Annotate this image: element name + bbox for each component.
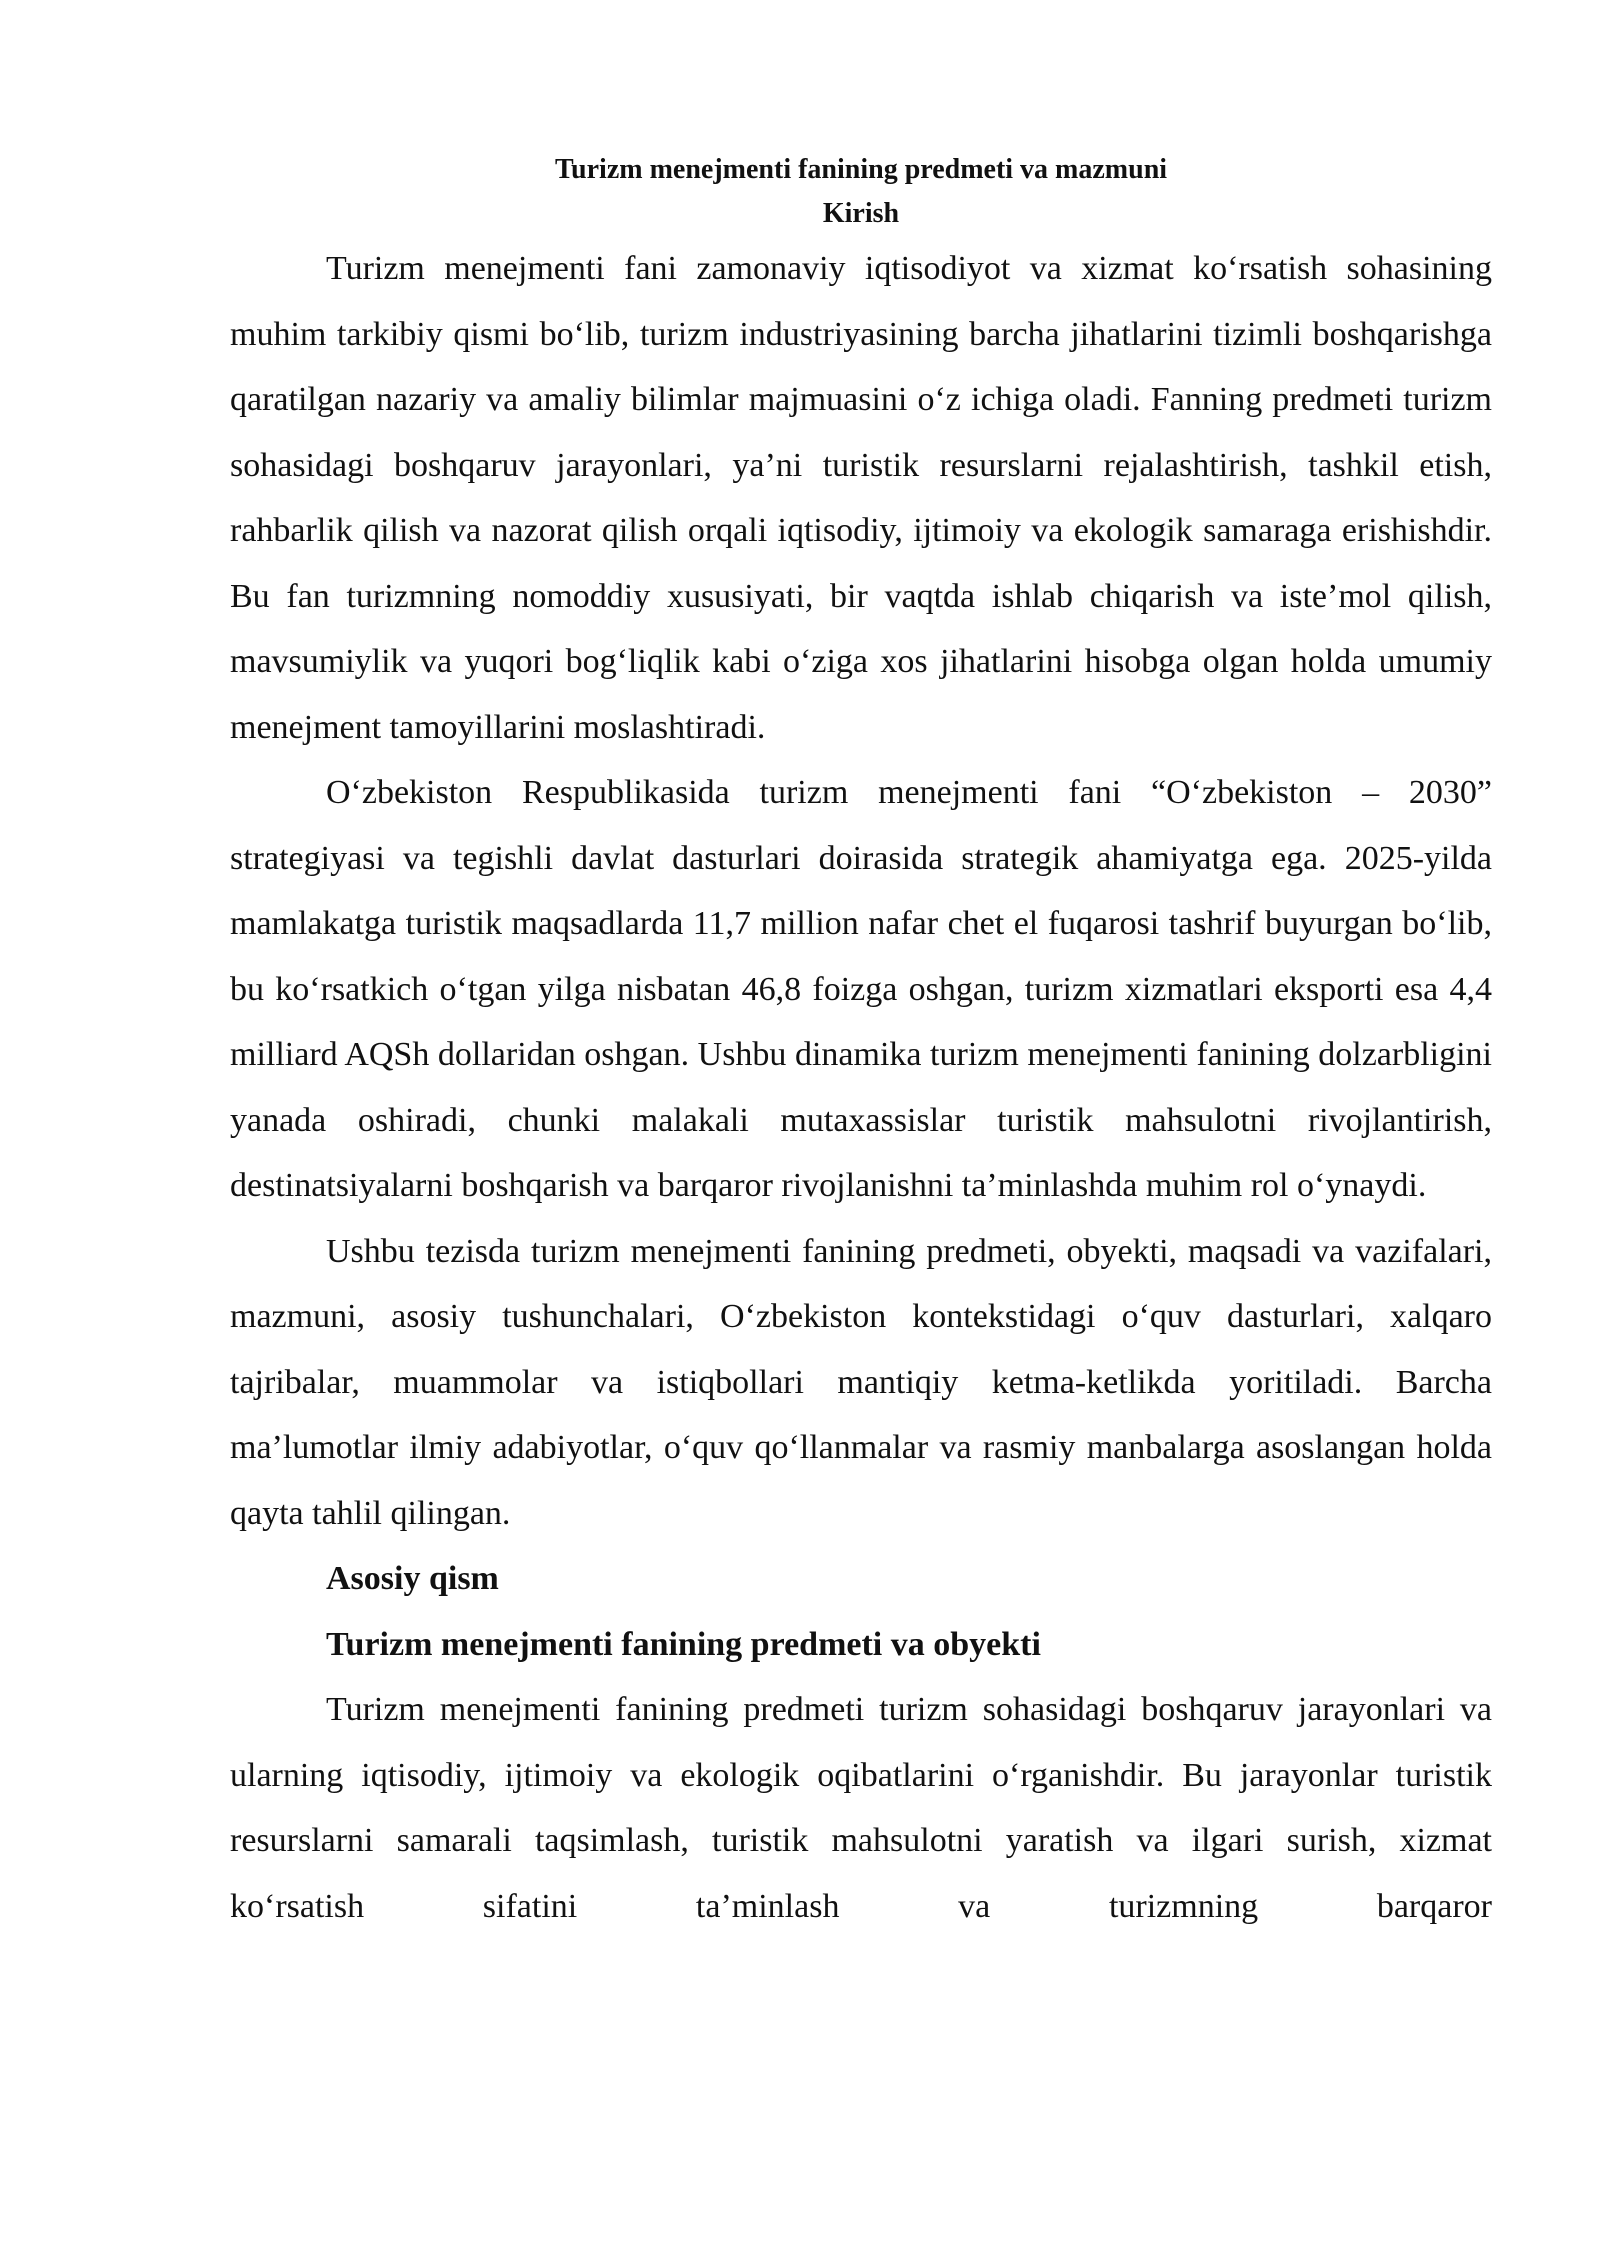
paragraph: Turizm menejmenti fanining predmeti turizm sohasidagi boshqaruv jarayonlari va ularning iqtisodiy, ijtimoiy va ekologik oqibatlarini o‘rganishdir. Bu jarayonlar turistik resurslarni samarali taqsimlash, turistik mahsulotni yaratish va ilgari surish, xizmat ko‘rsatish sifatini ta’minlash va turizmning barqaror: [230, 1691, 1492, 1925]
paragraph: Ushbu tezisda turizm menejmenti fanining predmeti, obyekti, maqsadi va vazifalari, mazmuni, asosiy tushunchalari, O‘zbekiston kontekstidagi o‘quv dasturlari, xalqaro tajribalar, muammolar va istiqbollari mantiqiy ketma-ketlikda yoritiladi. Barcha ma’lumotlar ilmiy adabiyotlar, o‘quv qo‘llanmalar va rasmiy manbalarga asoslangan holda qayta tahlil qilingan.: [230, 1232, 1492, 1532]
paragraph: O‘zbekiston Respublikasida turizm menejmenti fani “O‘zbekiston – 2030” strategiyasi va tegishli davlat dasturlari doirasida strategik ahamiyatga ega. 2025-yilda mamlakatga turistik maqsadlarda 11,7 million nafar chet el fuqarosi tashrif buyurgan bo‘lib, bu ko‘rsatkich o‘tgan yilga nisbatan 46,8 foizga oshgan, turizm xizmatlari eksporti esa 4,4 milliard AQSh dollaridan oshgan. Ushbu dinamika turizm menejmenti fanining dolzarbligini yanada oshiradi, chunki malakali mutaxassislar turistik mahsulotni rivojlantirish, destinatsiyalarni boshqarish va barqaror rivojlanishni ta’minlashda muhim rol o‘ynaydi.: [230, 774, 1492, 1204]
section-heading-main: Asosiy qism: [326, 1560, 499, 1597]
paragraph: Turizm menejmenti fani zamonaviy iqtisodiyot va xizmat ko‘rsatish sohasining muhim tarkibiy qismi bo‘lib, turizm industriyasining barcha jihatlarini tizimli boshqarishga qaratilgan nazariy va amaliy bilimlar majmuasini o‘z ichiga oladi. Fanning predmeti turizm sohasidagi boshqaruv jarayonlari, ya’ni turistik resurslarni rejalashtirish, tashkil etish, rahbarlik qilish va nazorat qilish orqali iqtisodiy, ijtimoiy va ekologik samaraga erishishdir. Bu fan turizmning nomoddiy xususiyati, bir vaqtda ishlab chiqarish va iste’mol qilish, mavsumiylik va yuqori bog‘liqlik kabi o‘ziga xos jihatlarini hisobga olgan holda umumiy menejment tamoyillarini moslashtiradi.: [230, 250, 1492, 746]
document-title: Turizm menejmenti fanining predmeti va mazmuni: [554, 154, 1168, 185]
section-heading-intro: Kirish: [822, 198, 900, 229]
subsection-heading: Turizm menejmenti fanining predmeti va obyekti: [326, 1625, 1041, 1663]
document-body: [230, 148, 1492, 1939]
